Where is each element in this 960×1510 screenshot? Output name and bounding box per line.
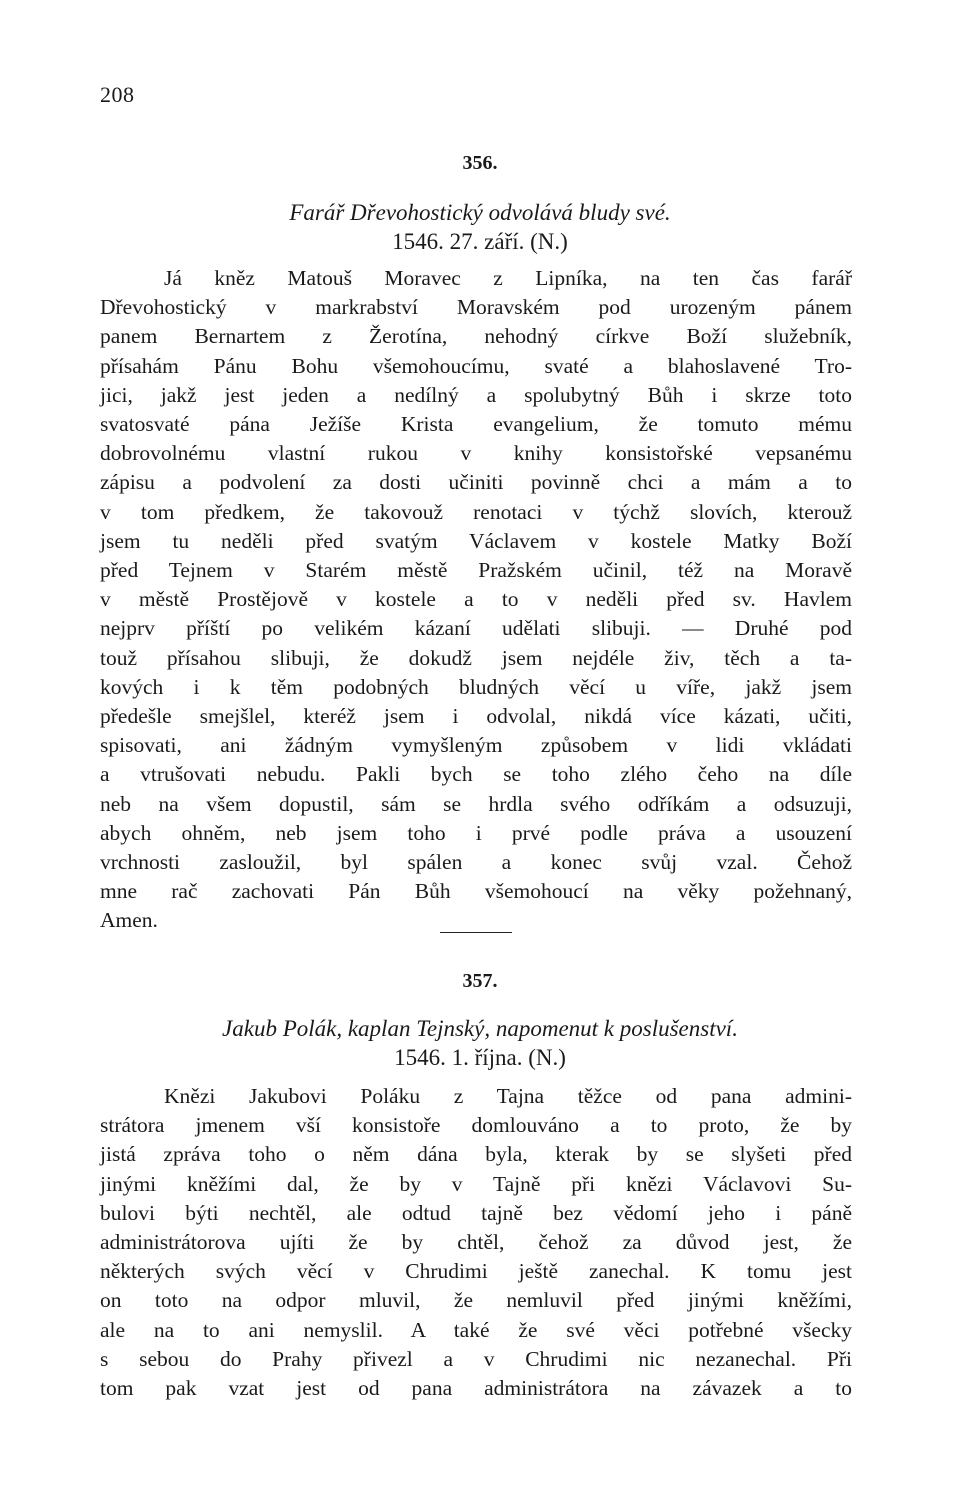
section-heading — [100, 198, 860, 256]
text-line: a vtrušovati nebudu. Pakli bych se toho zlého čeho na díle — [100, 762, 852, 787]
text-line: předešle smejšlel, kteréž jsem i odvolal, nikdá více kázati, učiti, — [100, 704, 852, 729]
text-line: přísahám Pánu Bohu všemohoucímu, svaté a blahoslavené Tro- — [100, 353, 852, 378]
text-line: nejprv příští po velikém kázaní udělati slibuji. — Druhé pod — [100, 616, 852, 641]
section-number: 356. — [462, 152, 498, 174]
section-title: Farář Dřevohostický odvolává bludy své. — [289, 200, 671, 225]
text-line: touž přísahou slibuji, že dokudž jsem nejdéle živ, těch a ta- — [100, 645, 852, 670]
text-line: jsem tu neděli před svatým Václavem v kostele Matky Boží — [100, 528, 852, 553]
text-line: tom pak vzat jest od pana administrátora na závazek a to — [100, 1376, 852, 1401]
text-line: ale na to ani nemyslil. A také že své věci potřebné všecky — [100, 1317, 852, 1342]
text-line: kových i k těm podobných bludných věcí u víře, jakž jsem — [100, 674, 852, 699]
text-line: spisovati, ani žádným vymyšleným způsobem v lidi vkládati — [100, 733, 852, 758]
text-line: neb na všem dopustil, sám se hrdla svého odříkám a odsuzuji, — [100, 791, 852, 816]
text-line: Amen. — [100, 908, 158, 933]
text-line: Dřevohostický v markrabství Moravském pod urozeným pánem — [100, 295, 852, 320]
section-title: Jakub Polák, kaplan Tejnský, napomenut k poslušenství. — [222, 1016, 738, 1041]
text-line: dobrovolnému vlastní rukou v knihy konsistořské vepsanému — [100, 441, 852, 466]
text-line: některých svých věcí v Chrudimi ještě zanechal. K tomu jest — [100, 1259, 852, 1284]
text-line: před Tejnem v Starém městě Pražském učinil, též na Moravě — [100, 558, 852, 583]
text-line: vrchnosti zasloužil, byl spálen a konec svůj vzal. Čehož — [100, 850, 852, 875]
text-line: jinými kněžími dal, že by v Tajně při knězi Václavovi Su- — [100, 1171, 852, 1196]
text-line: svatosvaté pána Ježíše Krista evangelium, že tomuto mému — [100, 412, 852, 437]
text-line: bulovi býti nechtěl, ale odtud tajně bez vědomí jeho i páně — [100, 1200, 852, 1225]
section-date: 1546. 1. října. (N.) — [394, 1045, 566, 1070]
text-line: mne rač zachovati Pán Bůh všemohoucí na věky požehnaný, — [100, 879, 852, 904]
text-line: v městě Prostějově v kostele a to v neděli před sv. Havlem — [100, 587, 852, 612]
text-line: zápisu a podvolení za dosti učiniti povinně chci a mám a to — [100, 470, 852, 495]
text-line: Knězi Jakubovi Poláku z Tajna těžce od pana admini- — [164, 1084, 852, 1108]
text-line: jici, jakž jest jeden a nedílný a spolubytný Bůh i skrze toto — [100, 382, 852, 407]
section-date: 1546. 27. září. (N.) — [392, 229, 568, 254]
section-body — [100, 264, 852, 936]
section-number: 357. — [462, 970, 498, 992]
section-body — [100, 1082, 852, 1403]
text-line: administrátorova ujíti že by chtěl, čehož za důvod jest, že — [100, 1230, 852, 1255]
section-heading — [100, 1014, 860, 1072]
text-line: s sebou do Prahy přivezl a v Chrudimi nic nezanechal. Při — [100, 1346, 852, 1371]
text-line: on toto na odpor mluvil, že nemluvil před jinými kněžími, — [100, 1288, 852, 1313]
text-line: v tom předkem, že takovouž renotaci v týchž slovích, kterouž — [100, 499, 852, 524]
text-line: Já kněz Matouš Moravec z Lipníka, na ten čas farář — [164, 266, 852, 290]
text-line: panem Bernartem z Žerotína, nehodný církve Boží služebník, — [100, 324, 852, 349]
page-number: 208 — [100, 82, 135, 107]
section-divider — [440, 932, 512, 933]
text-line: strátora jmenem vší konsistoře domlouváno a to proto, že by — [100, 1113, 852, 1138]
text-line: abych ohněm, neb jsem toho i prvé podle práva a usouzení — [100, 820, 852, 845]
text-line: jistá zpráva toho o něm dána byla, kterak by se slyšeti před — [100, 1142, 852, 1167]
